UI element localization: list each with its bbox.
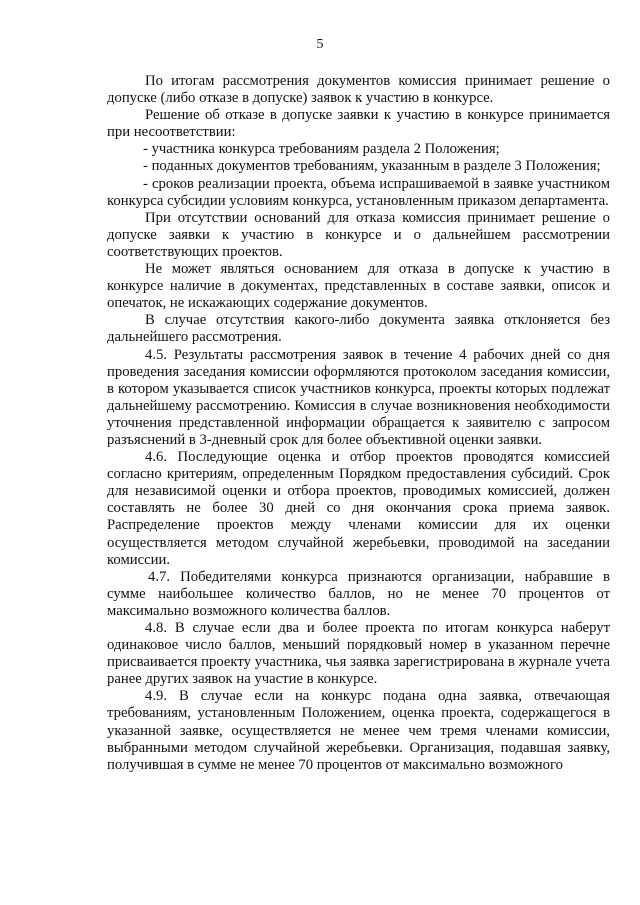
list-item-participant-requirements: - участника конкурса требованиям раздела 2 Положения; — [143, 141, 500, 158]
paragraph-section-4-8: 4.8. В случае если два и более проекта по итогам конкурса наберут одинаковое число баллов, меньший порядковый номер в указанном перечне присваивается проекту участника, чья заявка зарегистрирована в журнале учета ранее других заявок на участие в конкурсе. — [107, 620, 610, 688]
paragraph-section-4-6: 4.6. Последующие оценка и отбор проектов проводятся комиссией согласно критериям, определенным Порядком предоставления субсидий. Срок для независимой оценки и отбора проектов, проводимых комиссией, должен составлять не более 30 дней со дня окончания срока приема заявок. Распределение проектов между членами комиссии для их оценки осуществляется методом случайной жеребьевки, проводимой на заседании комиссии. — [107, 449, 610, 568]
page-number: 5 — [316, 37, 324, 52]
list-item-project-terms: - сроков реализации проекта, объема испрашиваемой в заявке участником конкурса субсидии условиям конкурса, установленным приказом департамента. — [107, 175, 610, 209]
paragraph-section-4-7: 4.7. Победителями конкурса признаются организации, набравшие в сумме наибольшее количество баллов, но не менее 70 процентов от максимально возможного количества баллов. — [107, 568, 610, 619]
paragraph-typos-not-grounds: Не может являться основанием для отказа в допуске к участию в конкурсе наличие в документах, представленных в составе заявки, описок и опечаток, не искажающих содержание документов. — [107, 261, 610, 312]
list-item-document-requirements: - поданных документов требованиям, указанным в разделе 3 Положения; — [143, 158, 601, 175]
paragraph-section-4-9: 4.9. В случае если на конкурс подана одна заявка, отвечающая требованиям, установленным Положением, оценка проекта, содержащегося в указанной заявке, осуществляется не менее чем тремя членами комиссии, выбранными методом случайной жеребьевки. Организация, подавшая заявку, получившая в сумме не менее 70 процентов от максимально возможного — [107, 688, 610, 773]
paragraph-no-refusal-grounds: При отсутствии оснований для отказа комиссия принимает решение о допуске заявки к участию в конкурсе и о дальнейшем рассмотрении соответствующих проектов. — [107, 209, 610, 260]
paragraph-section-4-5: 4.5. Результаты рассмотрения заявок в течение 4 рабочих дней со дня проведения заседания комиссии оформляются протоколом заседания комиссии, в котором указывается список участников конкурса, проекты которых подлежат дальнейшему рассмотрению. Комиссия в случае возникновения необходимости уточнения представленной информации обращается к заявителю с запросом разъяснений в 3-дневный срок для более объективной оценки заявки. — [107, 346, 610, 448]
paragraph-refusal-grounds: Решение об отказе в допуске заявки к участию в конкурсе принимается при несоответствии: — [107, 107, 610, 141]
paragraph-admission-decision: По итогам рассмотрения документов комиссия принимает решение о допуске (либо отказе в допуске) заявок к участию в конкурсе. — [107, 73, 610, 107]
document-body — [107, 73, 610, 774]
paragraph-missing-document: В случае отсутствия какого-либо документа заявка отклоняется без дальнейшего рассмотрения. — [107, 312, 610, 346]
